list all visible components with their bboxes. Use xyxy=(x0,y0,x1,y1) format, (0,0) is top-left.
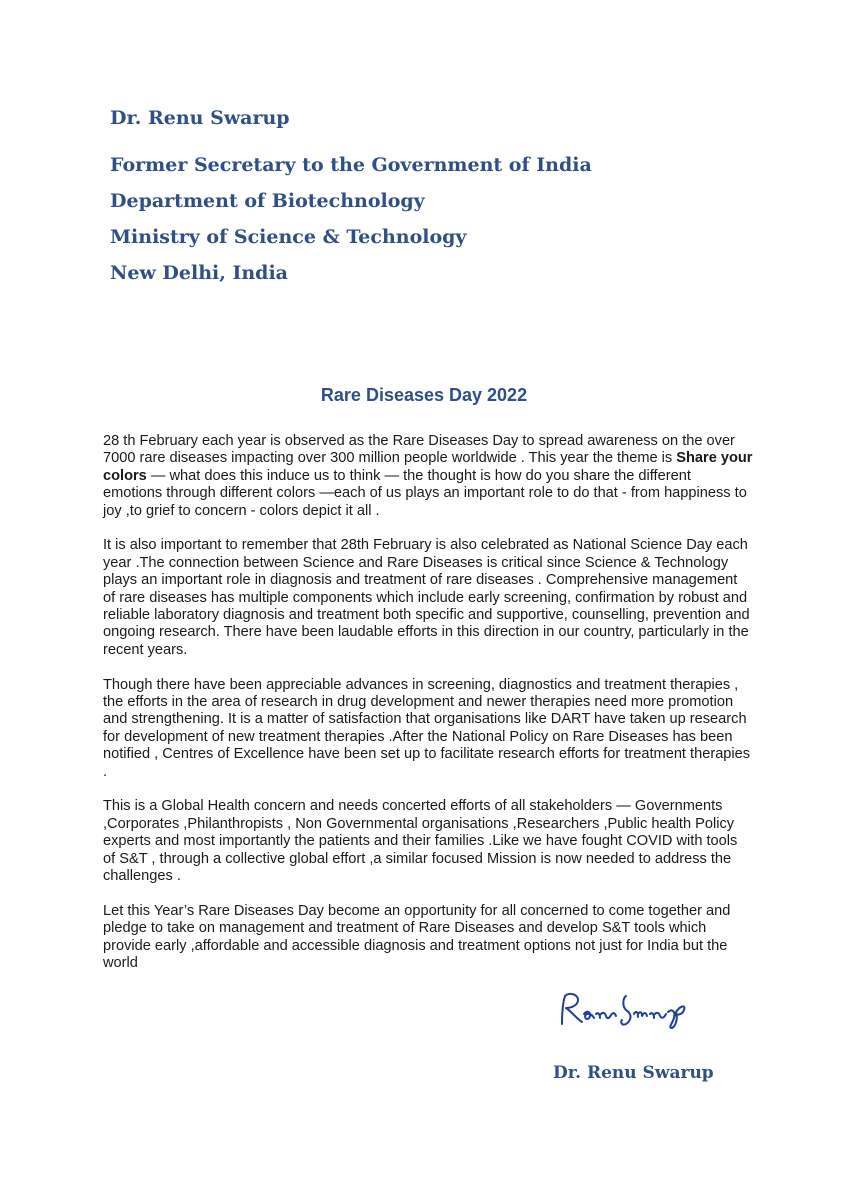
handwritten-signature-icon xyxy=(556,988,696,1032)
letterhead-location: New Delhi, India xyxy=(110,262,288,284)
letterhead-ministry: Ministry of Science & Technology xyxy=(110,226,467,248)
body-paragraph-4: This is a Global Health concern and needs concerted efforts of all stakeholders — Governments ,Corporates ,Philanthropists , Non Governmental organisations ,Researchers ,Public health Policy experts and most importantly the patients and their families .Like we have fought COVID with tools of S&T , through a collective global effort ,a similar focused Mission is now needed to address the challenges . xyxy=(103,798,738,885)
signatory-name: Dr. Renu Swarup xyxy=(553,1063,714,1083)
body-paragraph-3: Though there have been appreciable advances in screening, diagnostics and treatment therapies , the efforts in the area of research in drug development and newer therapies need more promotion and strengthening. It is a matter of satisfaction that organisations like DART have taken up research for development of new treatment therapies .After the National Policy on Rare Diseases has been notified , Centres of Excellence have been set up to facilitate research efforts for treatment therapies . xyxy=(103,676,751,780)
body-paragraph-5: Let this Year’s Rare Diseases Day become an opportunity for all concerned to come together and pledge to take on management and treatment of Rare Diseases and develop S&T tools which provide early ,affordable and accessible diagnosis and treatment options not just for India but the world xyxy=(103,902,731,972)
letter-body xyxy=(103,433,753,990)
letterhead-title: Former Secretary to the Government of India xyxy=(110,154,592,176)
letter-title: Rare Diseases Day 2022 xyxy=(320,385,528,405)
letterhead-name: Dr. Renu Swarup xyxy=(110,107,290,129)
letterhead xyxy=(110,106,592,297)
body-paragraph-1 xyxy=(103,433,753,520)
body-paragraph-1-end: — what does this induce us to think — the thought is how do you share the different emotions through different colors —each of us plays an important role to do that - from happiness to joy ,to grief to concern - colors depict it all . xyxy=(103,467,747,519)
body-paragraph-2: It is also important to remember that 28th February is also celebrated as National Science Day each year .The connection between Science and Rare Diseases is critical since Science & Technology plays an important role in diagnosis and treatment of rare diseases . Comprehensive management of rare diseases has multiple components which include early screening, confirmation by robust and reliable laboratory diagnosis and treatment both specific and supportive, counselling, prevention and ongoing research. There have been laudable efforts in this direction in our country, particularly in the recent years. xyxy=(103,537,750,658)
theme-highlight: Share your colors xyxy=(103,450,753,484)
letterhead-department: Department of Biotechnology xyxy=(110,190,425,212)
body-paragraph-1-start: 28 th February each year is observed as the Rare Diseases Day to spread awareness on the over 7000 rare diseases impacting over 300 million people worldwide . This year the theme is xyxy=(103,433,735,467)
